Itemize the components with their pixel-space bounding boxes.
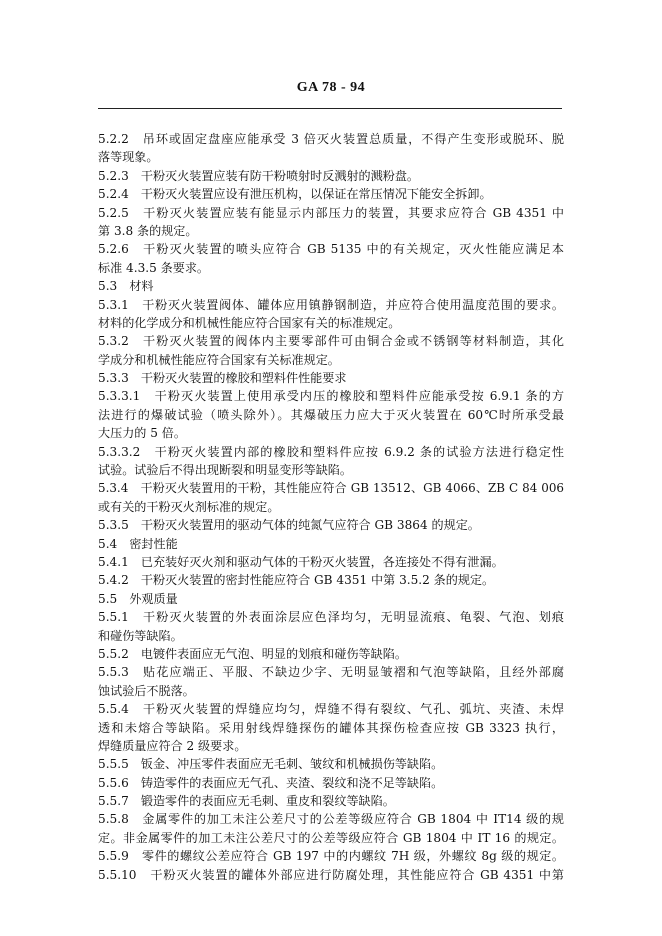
text-line: 5.5.6 铸造零件的表面应无气孔、夹渣、裂纹和浇不足等缺陷。 xyxy=(98,775,444,790)
text-line: 5.3.3.1 干粉灭火装置上使用承受内压的橡胶和塑料件应能承受按 6.9.1 条的方 xyxy=(98,389,564,404)
text-line: 或有关的干粉灭火剂标准的规定。 xyxy=(98,499,280,514)
header-divider xyxy=(98,108,562,109)
text-line: 和碰伤等缺陷。 xyxy=(98,628,183,643)
text-line: 5.3.1 干粉灭火装置阀体、罐体应用镇静钢制造，并应符合使用温度范围的要求。 xyxy=(98,297,564,312)
text-line: 蚀试验后不脱落。 xyxy=(98,683,195,698)
text-line: 5.5.4 干粉灭火装置的焊缝应均匀，焊缝不得有裂纹、气孔、弧坑、夹渣、未焊 xyxy=(98,702,564,717)
text-line: 定。非金属零件的加工未注公差尺寸的公差等级应符合 GB 1804 中 IT 16 的规定。 xyxy=(98,830,564,845)
text-line: 5.5.7 锻造零件的表面应无毛刺、重皮和裂纹等缺陷。 xyxy=(98,794,395,809)
text-line: 5.2.3 干粉灭火装置应装有防干粉喷射时反溅射的溅粉盘。 xyxy=(98,168,420,183)
text-line: 5.4 密封性能 xyxy=(98,536,178,551)
text-line: 焊缝质量应符合 2 级要求。 xyxy=(98,738,247,753)
text-line: 5.2.2 吊环或固定盘座应能承受 3 倍灭火装置总质量，不得产生变形或脱环、脱 xyxy=(98,132,564,146)
text-line: 材料的化学成分和机械性能应符合国家有关的标准规定。 xyxy=(98,315,401,330)
text-line: 5.2.6 干粉灭火装置的喷头应符合 GB 5135 中的有关规定，灭火性能应满足本 xyxy=(98,242,564,257)
text-line: 标准 4.3.5 条要求。 xyxy=(98,260,210,275)
text-line: 落等现象。 xyxy=(98,150,159,165)
text-line: 法进行的爆破试验（喷头除外）。其爆破压力应大于灭火装置在 60℃时所承受最 xyxy=(98,407,564,422)
text-line: 5.4.1 已充装好灭火剂和驱动气体的干粉灭火装置，各连接处不得有泄漏。 xyxy=(98,554,504,569)
text-line: 5.5.8 金属零件的加工未注公差尺寸的公差等级应符合 GB 1804 中 IT14 级的规 xyxy=(98,812,564,827)
text-line: 大压力的 5 倍。 xyxy=(98,426,186,441)
text-line: 5.5.3 贴花应端正、平服、不缺边少字、无明显皱褶和气泡等缺陷，且经外部腐 xyxy=(98,665,564,680)
text-line: 5.2.4 干粉灭火装置应设有泄压机构，以保证在常压情况下能安全拆卸。 xyxy=(98,187,492,202)
text-line: 5.5.9 零件的螺纹公差应符合 GB 197 中的内螺纹 7H 级，外螺纹 8g 级的规定。 xyxy=(98,849,564,864)
text-line: 5.3.4 干粉灭火装置用的干粉，其性能应符合 GB 13512、GB 4066、ZB C 84 006 xyxy=(98,481,564,496)
text-line: 第 3.8 条的规定。 xyxy=(98,223,198,238)
text-line: 5.3.2 干粉灭火装置的阀体内主要零部件可由铜合金或不锈钢等材料制造，其化 xyxy=(98,334,564,349)
document-body xyxy=(98,130,564,884)
page-header: GA 78 - 94 xyxy=(296,80,366,95)
text-line: 透和未熔合等缺陷。采用射线焊缝探伤的罐体其探伤检查应按 GB 3323 执行， xyxy=(98,720,564,735)
text-line: 5.5.10 干粉灭火装置的罐体外部应进行防腐处理，其性能应符合 GB 4351 中第 xyxy=(98,867,564,882)
text-line: 5.2.5 干粉灭火装置应装有能显示内部压力的装置，其要求应符合 GB 4351 中 xyxy=(98,205,564,220)
text-line: 5.5.5 钣金、冲压零件表面应无毛刺、皱纹和机械损伤等缺陷。 xyxy=(98,757,444,772)
text-line: 5.3 材料 xyxy=(98,279,154,294)
text-line: 5.3.5 干粉灭火装置用的驱动气体的纯氮气应符合 GB 3864 的规定。 xyxy=(98,518,480,533)
text-line: 5.5 外观质量 xyxy=(98,591,178,606)
text-line: 试验。试验后不得出现断裂和明显变形等缺陷。 xyxy=(98,463,352,478)
text-line: 5.5.2 电镀件表面应无气泡、明显的划痕和碰伤等缺陷。 xyxy=(98,646,407,661)
text-line: 5.3.3 干粉灭火装置的橡胶和塑料件性能要求 xyxy=(98,371,347,386)
text-line: 5.4.2 干粉灭火装置的密封性能应符合 GB 4351 中第 3.5.2 条的规定。 xyxy=(98,573,495,588)
text-line: 学成分和机械性能应符合国家有关标准规定。 xyxy=(98,352,340,367)
text-line: 5.3.3.2 干粉灭火装置内部的橡胶和塑料件应按 6.9.2 条的试验方法进行稳定性 xyxy=(98,444,564,459)
text-line: 5.5.1 干粉灭火装置的外表面涂层应色泽均匀，无明显流痕、龟裂、气泡、划痕 xyxy=(98,610,564,625)
